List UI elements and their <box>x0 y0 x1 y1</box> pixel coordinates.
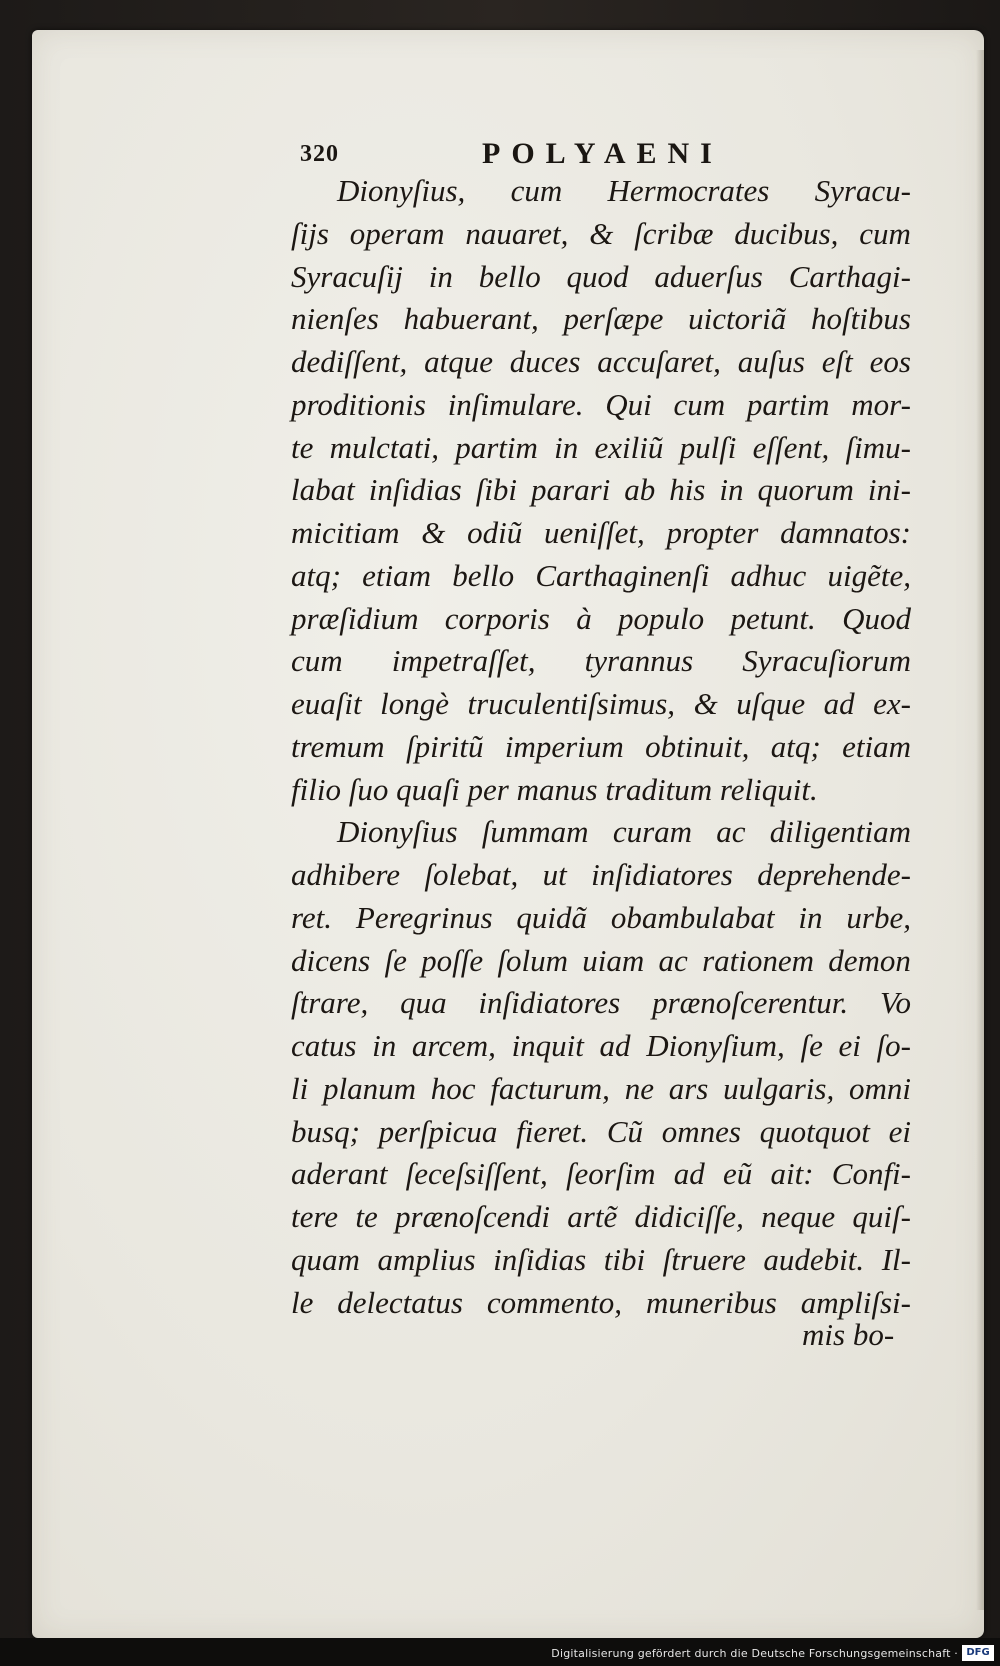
text-line: ſijs operam nauaret, & ſcribæ ducibus, cum <box>291 215 911 251</box>
text-line: Syracuſij in bello quod aduerſus Carthagi- <box>291 258 911 294</box>
funding-credit: Digitalisierung gefördert durch die Deutsche Forschungsgemeinschaft · <box>551 1647 958 1660</box>
text-line: Dionyſius ſummam curam ac diligentiam <box>337 814 911 850</box>
text-line: atq; etiam bello Carthaginenſi adhuc uigẽte, <box>291 557 911 593</box>
dfg-logo: DFG <box>962 1645 994 1661</box>
page-header <box>300 137 740 173</box>
text-line: dediſſent, atque duces accuſaret, auſus eſt eos <box>291 344 911 379</box>
text-line: labat inſidias ſibi parari ab his in quorum ini- <box>291 472 911 508</box>
body-text <box>291 170 911 1324</box>
text-line: filio ſuo quaſi per manus traditum reliquit. <box>291 771 818 807</box>
text-line: le delectatus commento, muneribus ampliſsi- <box>291 1284 911 1320</box>
text-line: catus in arcem, inquit ad Dionyſium, ſe ei ſo- <box>291 1028 911 1063</box>
text-line: præſidium corporis à populo petunt. Quod <box>291 600 911 636</box>
text-line: adhibere ſolebat, ut inſidiatores deprehende- <box>291 857 911 892</box>
text-line: proditionis inſimulare. Qui cum partim mor- <box>291 386 911 422</box>
text-line: nienſes habuerant, perſæpe uictoriã hoſtibus <box>291 301 911 337</box>
folio-number: 320 <box>300 141 339 167</box>
text-line: quam amplius inſidias tibi ſtruere audebit. Il- <box>291 1241 911 1277</box>
text-line: ſtrare, qua inſidiatores prænoſcerentur. Vo <box>291 985 911 1021</box>
text-line: cum impetraſſet, tyrannus Syracuſiorum <box>291 643 911 679</box>
running-title: POLYAENI <box>482 137 723 170</box>
text-line: te mulctati, partim in exiliũ pulſi eſſent, ſimu- <box>291 429 911 465</box>
text-line: dicens ſe poſſe ſolum uiam ac rationem demon <box>291 942 911 978</box>
text-line: aderant ſeceſsiſſent, ſeorſim ad eũ ait: Confi- <box>291 1156 911 1192</box>
footer-bar <box>0 1638 1000 1666</box>
text-line: euaſit longè truculentiſsimus, & uſque ad ex- <box>291 686 911 721</box>
text-line: tere te prænoſcendi artẽ didiciſſe, neque quiſ- <box>291 1199 911 1234</box>
text-line: ret. Peregrinus quidã obambulabat in urbe, <box>291 899 911 935</box>
catchword: mis bo- <box>802 1317 895 1352</box>
text-line: micitiam & odiũ ueniſſet, propter damnatos: <box>291 515 911 550</box>
text-line: tremum ſpiritũ imperium obtinuit, atq; etiam <box>291 728 911 764</box>
text-line: busq; perſpicua fieret. Cũ omnes quotquot ei <box>291 1113 911 1149</box>
page-edge-shadow <box>976 50 984 1610</box>
text-line: Dionyſius, cum Hermocrates Syracu- <box>337 173 911 208</box>
text-line: li planum hoc facturum, ne ars uulgaris, omni <box>291 1070 911 1106</box>
